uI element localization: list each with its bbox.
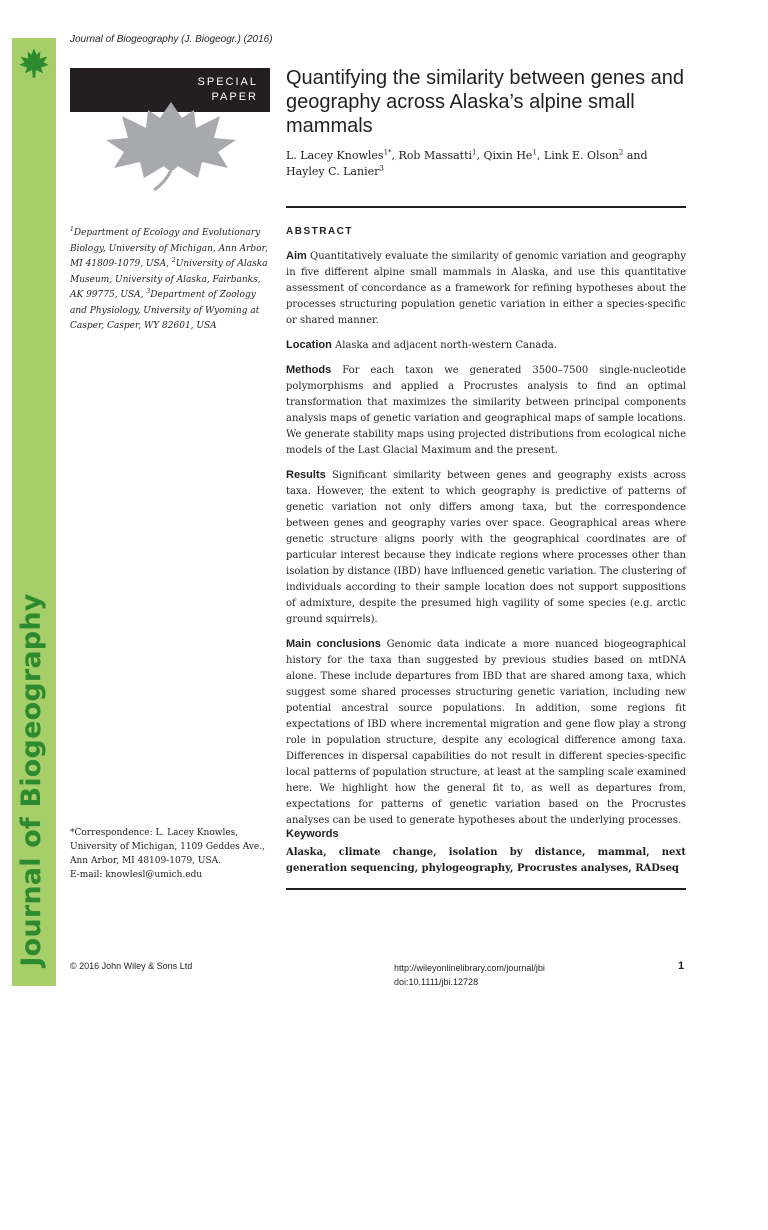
page-number: 1 (678, 960, 685, 972)
abstract-location: Location Alaska and adjacent north-western Canada. (286, 339, 557, 351)
affiliation: University of Alaska Museum, University of Alaska, Fairbanks, AK 99775, USA, (70, 259, 268, 300)
spine-journal-title: Journal of Biogeography (16, 593, 47, 967)
abstract-methods: Methods For each taxon we generated 3500–7500 single-nucleotide polymorphisms and applied a Procrustes analysis to find an optimal transformation that maximizes the similarity between principal components analysis maps of genetic variation and geographical maps of sample locations. We generate stability maps using projected distributions from ecological niche models of the Last Glacial Maximum and the present. (286, 364, 686, 456)
author: L. Lacey Knowles$^{1*}$, (286, 148, 399, 162)
abstract-body (286, 248, 686, 837)
author: Qixin He$^1$, (483, 148, 544, 162)
affiliations: $^1$Department of Ecology and Evolutionary Biology, University of Michigan, Ann Arbor, MI 41809-1079, USA, $^2$University of Alaska Museum, University of Alaska, Fairbanks, AK 99775, USA, $^3$Department of Zoology and Physiology, University of Wyoming at Casper, Casper, WY 82601, USA (70, 226, 268, 331)
doi-link[interactable]: doi:10.1111/jbi.12728 (394, 977, 479, 987)
badge-line-1: SPECIAL (197, 76, 258, 88)
affiliation: Department of Ecology and Evolutionary Biology, University of Michigan, Ann Arbor, MI 41809-1079, USA, (70, 228, 268, 269)
abstract-aim: Aim Quantitatively evaluate the similarity of genomic variation and geography in five different alpine small mammals in Alaska, and use this quantitative assessment of concordance as a framework for refining hypotheses about the processes structuring population genetic variation in either a species-specific or shared manner. (286, 250, 686, 326)
divider (286, 206, 686, 208)
maple-leaf-icon (86, 84, 256, 194)
journal-spine (12, 38, 56, 986)
affiliation: Department of Zoology and Physiology, University of Wyoming at Casper, Casper, WY 82601, USA (70, 290, 260, 331)
article-title: Quantifying the similarity between genes and geography across Alaska’s alpine small mammals (286, 67, 685, 137)
maple-leaf-icon (18, 46, 50, 80)
footer-links (394, 961, 545, 989)
abstract-results: Results Significant similarity between genes and geography exists across taxa. However, the extent to which geography is predictive of patterns of genetic variation not only differs among taxa, but the correspondence between genes and geography varies over space. Geographical areas where genetic structure aligns poorly with the geographical coordinates are of particular interest because they indicate regions where processes other than isolation by distance (IBD) have influenced genetic variation. The clustering of individuals according to their sample location does not support suppositions of admixture, despite the presumed high vagility of some species (e.g. arctic ground squirrels). (286, 469, 686, 625)
copyright: © 2016 John Wiley & Sons Ltd (70, 961, 193, 971)
correspondence-email[interactable]: E-mail: knowlesl@umich.edu (70, 870, 203, 880)
keywords: Alaska, climate change, isolation by distance, mammal, next generation sequencing, phylogeography, Procrustes analyses, RADseq (286, 847, 686, 874)
author: Rob Massatti$^1$, (398, 148, 484, 162)
abstract-heading: ABSTRACT (286, 226, 353, 237)
correspondence (70, 826, 275, 882)
author: Hayley C. Lanier$^3$ (286, 164, 384, 178)
abstract-conclusions: Main conclusions Genomic data indicate a more nuanced biogeographical history for the taxa than suggested by previous studies based on mtDNA alone. These include departures from IBD that are shared among taxa, which suggest some shared processes structuring genetic variation, including new potential ancestral source populations. In addition, some regions fit expectations of IBD where incremental migration and gene flow play a strong role in population structure, despite any ecological difference among taxa. Differences in dispersal capabilities do not result in different species-specific local patterns of population structure, at least at the sampling scale examined here. We highlight how the general fit to, as well as departures from, expectations for patterns of genetic variation based on the Procrustes analyses can be used to generate hypotheses about the underlying processes. (286, 638, 686, 826)
divider (286, 888, 686, 890)
author: Link E. Olson$^2$ and (543, 148, 648, 162)
running-head: Journal of Biogeography (J. Biogeogr.) (2016) (70, 34, 273, 45)
badge-line-2: PAPER (211, 91, 258, 103)
correspondence-address: *Correspondence: L. Lacey Knowles, University of Michigan, 1109 Geddes Ave., Ann Arbor, MI 48109-1079, USA. (70, 828, 265, 866)
author-list (286, 148, 686, 180)
keywords-heading: Keywords (286, 828, 339, 840)
journal-url-link[interactable]: http://wileyonlinelibrary.com/journal/jbi (394, 963, 545, 973)
